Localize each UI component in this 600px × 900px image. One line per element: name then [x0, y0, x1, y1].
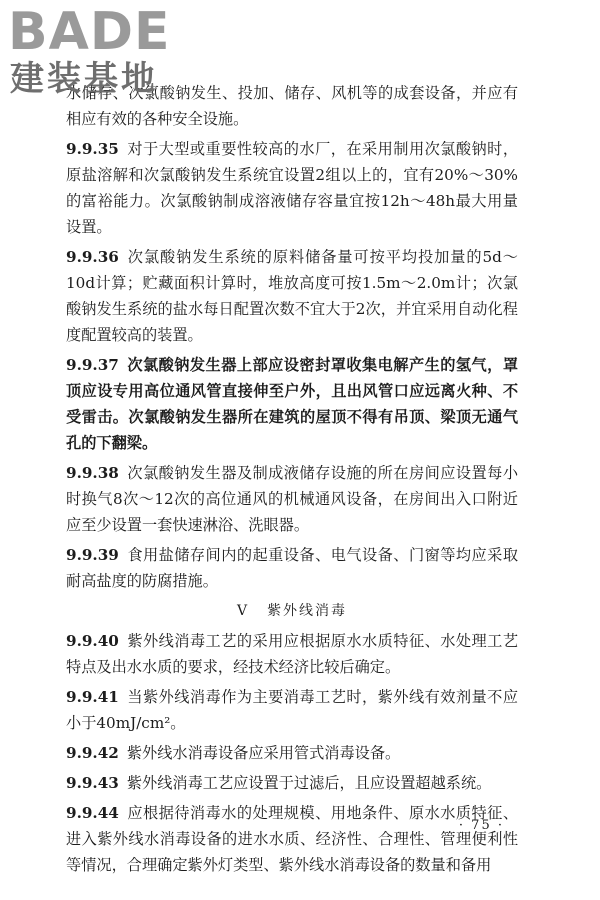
- clause-paragraph: [66, 740, 518, 766]
- page-number: · 75 ·: [458, 818, 504, 833]
- clause-number: 9.9.37: [66, 356, 119, 374]
- clause-text: 应根据待消毒水的处理规模、用地条件、原水水质特征、进入紫外线水消毒设备的进水水质、经济性、合理性、管理便利性等情况，合理确定紫外灯类型、紫外线水消毒设备的数量和备用: [66, 804, 518, 874]
- clause-text: 当紫外线消毒作为主要消毒工艺时，紫外线有效剂量不应小于40mJ/cm²。: [66, 688, 518, 732]
- clause-paragraph: [66, 684, 518, 736]
- clause-text: 紫外线消毒工艺应设置于过滤后，且应设置超越系统。: [126, 774, 492, 792]
- clause-paragraph: [66, 352, 518, 456]
- intro-paragraph: 水储存、次氯酸钠发生、投加、储存、风机等的成套设备，并应有相应有效的各种安全设施。: [66, 84, 518, 128]
- clause-list-a: [66, 136, 518, 594]
- clause-text: 食用盐储存间内的起重设备、电气设备、门窗等均应采取耐高盐度的防腐措施。: [66, 546, 518, 590]
- clause-text: 紫外线水消毒设备应采用管式消毒设备。: [126, 744, 401, 762]
- clause-text: 对于大型或重要性较高的水厂，在采用制用次氯酸钠时，原盐溶解和次氯酸钠发生系统宜设置2组以上的，宜有20%～30%的富裕能力。次氯酸钠制成溶液储存容量宜按12h～48h最大用量设置。: [66, 140, 518, 236]
- section-heading: [66, 598, 518, 624]
- watermark-subtitle: 建装基地: [10, 59, 158, 99]
- clause-text: 次氯酸钠发生器上部应设密封罩收集电解产生的氢气，罩顶应设专用高位通风管直接伸至户外，且出风管口应远离火种、不受雷击。次氯酸钠发生器所在建筑的屋顶不得有吊顶、梁顶无通气孔的下翻梁。: [66, 356, 518, 452]
- clause-number: 9.9.40: [66, 632, 119, 650]
- clause-number: 9.9.44: [66, 804, 119, 822]
- clause-paragraph: [66, 800, 518, 878]
- clause-text: 次氯酸钠发生系统的原料储备量可按平均投加量的5d～10d计算；贮藏面积计算时，堆放高度可按1.5m～2.0m计；次氯酸钠发生系统的盐水每日配置次数不宜大于2次，并宜采用自动化程度配置较高的装置。: [66, 248, 518, 344]
- clause-number: 9.9.43: [66, 774, 119, 792]
- clause-text: 次氯酸钠发生器及制成液储存设施的所在房间应设置每小时换气8次～12次的高位通风的机械通风设备，在房间出入口附近应至少设置一套快速淋浴、洗眼器。: [66, 464, 518, 534]
- clause-paragraph: [66, 628, 518, 680]
- clause-number: 9.9.41: [66, 688, 119, 706]
- watermark-logo: [8, 4, 208, 100]
- section-numeral: V: [236, 603, 250, 619]
- clause-paragraph: [66, 460, 518, 538]
- clause-number: 9.9.42: [66, 744, 119, 762]
- clause-number: 9.9.36: [66, 248, 119, 266]
- section-title: 紫外线消毒: [267, 603, 348, 619]
- clause-number: 9.9.38: [66, 464, 119, 482]
- document-page: [66, 80, 518, 882]
- clause-paragraph: [66, 136, 518, 240]
- clause-paragraph: [66, 244, 518, 348]
- watermark-brand: BADE: [8, 2, 171, 62]
- clause-list-b: [66, 628, 518, 878]
- clause-text: 紫外线消毒工艺的采用应根据原水水质特征、水处理工艺特点及出水水质的要求，经技术经济比较后确定。: [66, 632, 518, 676]
- clause-number: 9.9.35: [66, 140, 119, 158]
- clause-number: 9.9.39: [66, 546, 119, 564]
- clause-paragraph: [66, 542, 518, 594]
- clause-paragraph: [66, 770, 518, 796]
